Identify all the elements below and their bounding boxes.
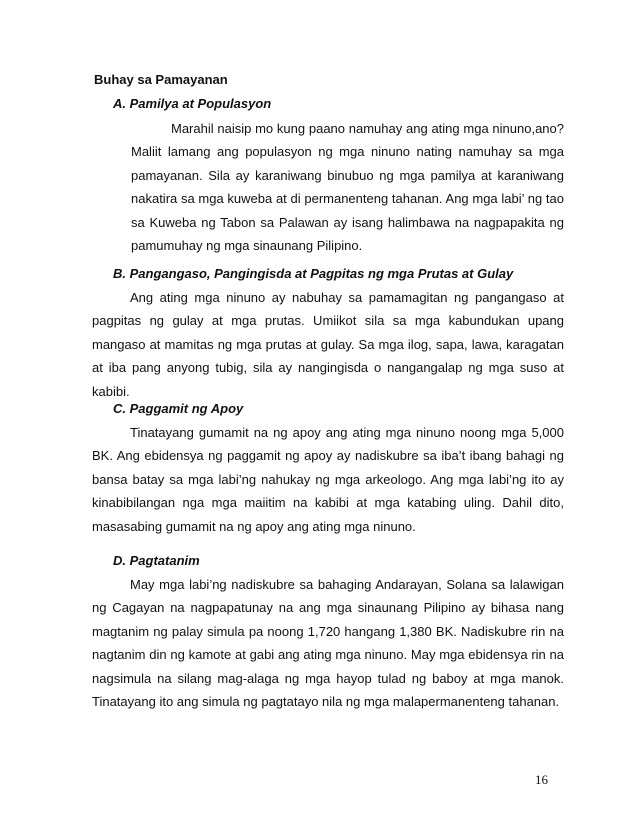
section-b-paragraph: Ang ating mga ninuno ay nabuhay sa pamamagitan ng pangangaso at pagpitas ng gulay at mga prutas. Umiikot sila sa mga kabundukan upang mangaso at mamitas ng mga prutas at gulay. Sa mga ilog, sapa, lawa, karagatan at iba pang anyong tubig, sila ay nangingisda o nangangalap ng mga suso at kabibi. bbox=[92, 290, 564, 399]
section-a-paragraph: Marahil naisip mo kung paano namuhay ang ating mga ninuno,ano?Maliit lamang ang populasyon ng mga ninuno nating namuhay sa mga pamayanan. Sila ay karaniwang binubuo ng mga pamilya at karaniwang nakatira sa mga kuweba at di permanenteng tahanan. Ang mga labi’ ng tao sa Kuweba ng Tabon sa Palawan ay isang halimbawa na nagpapakita ng pamumuhay ng mga sinaunang Pilipino. bbox=[131, 121, 564, 254]
section-d-heading: D. Pagtatanim bbox=[113, 553, 200, 568]
section-a-heading: A. Pamilya at Populasyon bbox=[113, 96, 272, 111]
page-number: 16 bbox=[535, 772, 548, 787]
section-d-paragraph: May mga labi’ng nadiskubre sa bahaging Andarayan, Solana sa lalawigan ng Cagayan na nagpapatunay na ang mga sinaunang Pilipino ay bihasa nang magtanim ng palay simula pa noong 1,720 hangang 1,380 BK. Nadiskubre rin na nagtanim din ng kamote at gabi ang ating mga ninuno. May mga ebidensya rin na nagsimula na silang mag-alaga ng mga hayop tulad ng baboy at mga manok. Tinatayang ito ang simula ng pagtatayo nila ng mga malapermanenteng tahanan. bbox=[92, 577, 564, 710]
section-c-heading: C. Paggamit ng Apoy bbox=[113, 401, 244, 416]
section-b-heading: B. Pangangaso, Pangingisda at Pagpitas ng mga Prutas at Gulay bbox=[113, 266, 514, 281]
document-title: Buhay sa Pamayanan bbox=[94, 72, 228, 87]
section-c-paragraph: Tinatayang gumamit na ng apoy ang ating mga ninuno noong mga 5,000 BK. Ang ebidensya ng paggamit ng apoy ay nadiskubre sa iba’t ibang bahagi ng bansa batay sa mga labi’ng nahukay ng mga arkeologo. Ang mga labi’ng ito ay kinabibilangan nga mga maiitim na kabibi at mga katabing uling. Dahil dito, masasabing gumamit na ng apoy ang ating mga ninuno. bbox=[92, 425, 564, 534]
